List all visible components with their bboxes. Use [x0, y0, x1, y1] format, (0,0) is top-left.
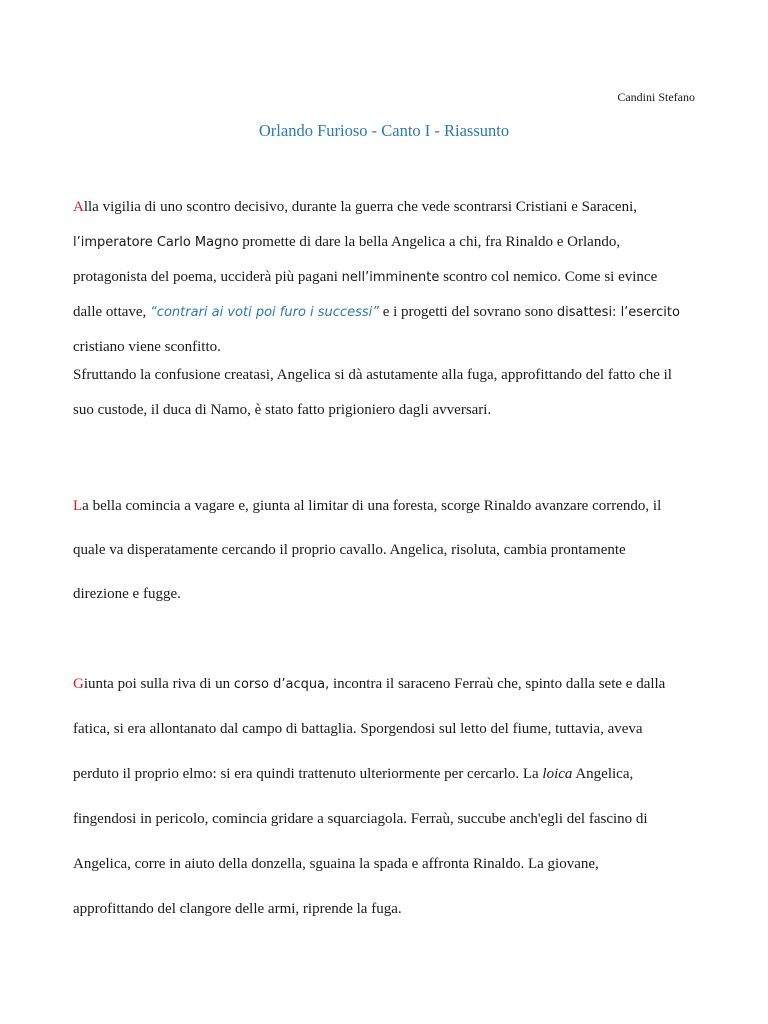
- text-line: l’imperatore Carlo Magno promette di dare la bella Angelica a chi, fra Rinaldo e Orlando,: [73, 234, 621, 250]
- quote: “contrari ai voti poi furo i successi”: [150, 305, 379, 320]
- paragraph-1: [73, 196, 703, 421]
- text-line: Alla vigilia di uno scontro decisivo, durante la guerra che vede scontrarsi Cristiani e Saraceni,: [73, 199, 637, 215]
- paragraph-3: [73, 673, 703, 920]
- text-line: perduto il proprio elmo: si era quindi trattenuto ulteriormente per cercarlo. La loica Angelica,: [73, 766, 634, 782]
- drop-initial: G: [73, 676, 84, 692]
- text-line: protagonista del poema, ucciderà più pagani nell’imminente scontro col nemico. Come si evince: [73, 269, 658, 285]
- text-line: suo custode, il duca di Namo, è stato fatto prigioniero dagli avversari.: [73, 402, 492, 418]
- text-line: approfittando del clangore delle armi, riprende la fuga.: [73, 901, 402, 917]
- text-line: dalle ottave, “contrari ai voti poi furo i successi” e i progetti del sovrano sono disattesi: l’esercito: [73, 304, 680, 320]
- drop-initial: A: [73, 199, 84, 215]
- text-line: La bella comincia a vagare e, giunta al limitar di una foresta, scorge Rinaldo avanzare correndo, il: [73, 498, 662, 514]
- text-line: Giunta poi sulla riva di un corso d’acqua, incontra il saraceno Ferraù che, spinto dalla sete e dalla: [73, 676, 666, 692]
- text-line: fingendosi in pericolo, comincia gridare a squarciagola. Ferraù, succube anch'egli del fascino di: [73, 811, 648, 827]
- text-line: direzione e fugge.: [73, 586, 181, 602]
- text-line: Sfruttando la confusione creatasi, Angelica si dà astutamente alla fuga, approfittando del fatto che il: [73, 367, 672, 383]
- document-title: Orlando Furioso - Canto I - Riassunto: [258, 121, 510, 140]
- text-line: fatica, si era allontanato dal campo di battaglia. Sporgendosi sul letto del fiume, tuttavia, aveva: [73, 721, 643, 737]
- text-line: cristiano viene sconfitto.: [73, 339, 221, 355]
- drop-initial: L: [73, 498, 83, 514]
- text-line: quale va disperatamente cercando il proprio cavallo. Angelica, risoluta, cambia prontamente: [73, 542, 626, 558]
- text-line: Angelica, corre in aiuto della donzella, sguaina la spada e affronta Rinaldo. La giovane,: [73, 856, 599, 872]
- paragraph-2: [73, 495, 703, 605]
- author-name: Candini Stefano: [617, 90, 695, 104]
- emphasis: loica: [542, 766, 573, 782]
